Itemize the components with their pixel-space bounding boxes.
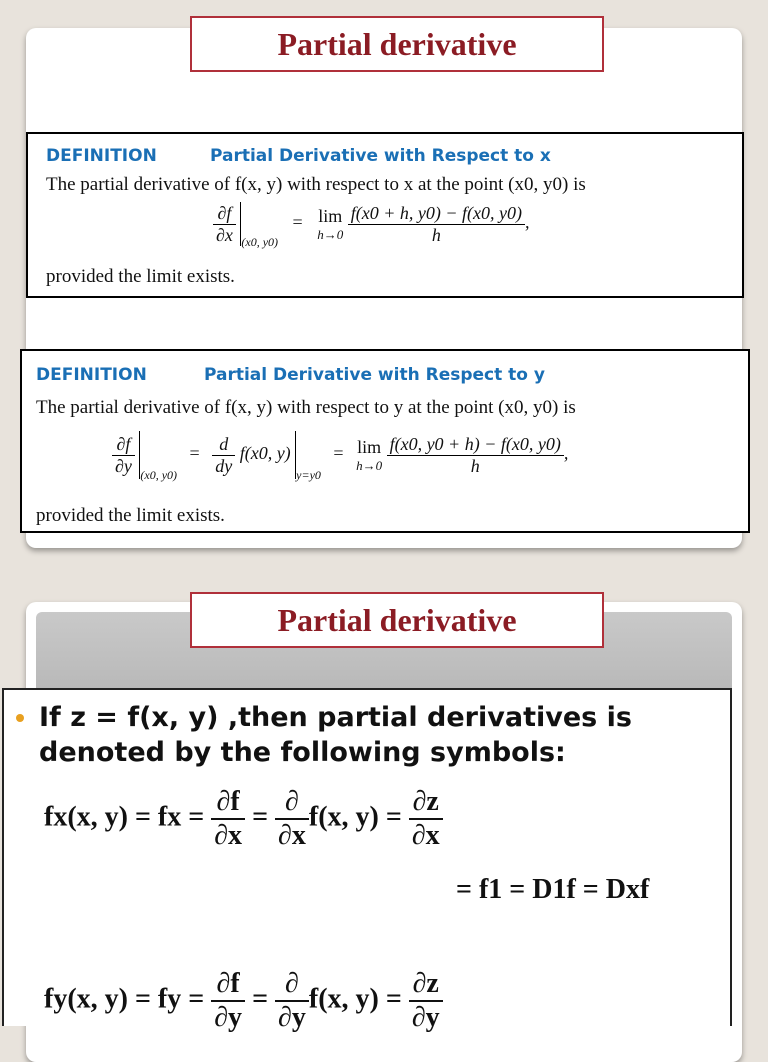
formula-den: h [431,224,441,245]
frac-num: ∂f [211,968,245,1002]
frac-num: ∂f [211,786,245,820]
eq-lhs: fy(x, y) = fy = [44,983,205,1015]
definition-box-y [20,349,750,533]
definition-statement: The partial derivative of f(x, y) with respect to y at the point (x0, y0) is [36,397,576,418]
eq-mid: f(x, y) = [308,983,402,1015]
slide-title: Partial derivative [190,592,604,648]
definition-footer: provided the limit exists. [46,266,235,287]
equation-fy [44,968,443,1034]
equation-fx [44,786,443,852]
lim: lim [318,205,343,226]
lim-sub: h→0 [317,226,344,242]
formula-end: , [524,212,530,233]
frac-den: ∂y [278,1002,306,1033]
lhs-eval: (x0, y0) [241,235,279,250]
frac-den: ∂x [214,820,243,851]
mid-eval: y=y0 [296,468,321,483]
definition-footer: provided the limit exists. [36,505,225,526]
frac-den: ∂y [411,1002,440,1033]
d-den: dy [215,455,233,476]
equals-2: = [333,443,344,464]
content-panel [2,688,732,1033]
formula-den: h [470,455,480,476]
lim: lim [357,436,382,457]
definition-box-x [26,132,744,298]
lim-sub: h→0 [356,457,383,473]
frac-num: ∂ [275,786,309,820]
equals: = [189,443,200,464]
frac-den: ∂y [214,1002,243,1033]
formula-num: f(x0, y0 + h) − f(x0, y0) [387,434,564,456]
mid-expr: f(x0, y) [239,443,291,464]
formula-end: , [563,443,569,464]
definition-heading: Partial Derivative with Respect to y [204,365,545,385]
lhs-eval: (x0, y0) [140,468,178,483]
slide-title: Partial derivative [190,16,604,72]
lhs-num: ∂f [112,434,135,456]
eq-sign: = [252,983,269,1015]
eq-lhs: fx(x, y) = fx = [44,801,205,833]
lhs-num: ∂f [213,203,236,225]
equation-fx-line2: = f1 = D1f = Dxf [456,874,650,905]
frac-num: ∂ [275,968,309,1002]
bullet-text: If z = f(x, y) ,then partial derivatives is denoted by the following symbols: [39,702,632,768]
frac-num: ∂z [409,786,443,820]
d-num: d [212,434,235,456]
definition-statement: The partial derivative of f(x, y) with respect to x at the point (x0, y0) is [46,174,586,195]
equals: = [292,212,303,233]
formula-y [112,431,568,483]
definition-label: DEFINITION [46,146,157,166]
frac-num: ∂z [409,968,443,1002]
bullet-icon [16,714,24,722]
frac-den: ∂x [411,820,440,851]
formula-num: f(x0 + h, y0) − f(x0, y0) [348,203,525,225]
definition-label: DEFINITION [36,365,147,385]
lhs-den: ∂x [216,224,233,245]
frac-den: ∂x [278,820,306,851]
eq-sign: = [252,801,269,833]
lhs-den: ∂y [115,455,132,476]
formula-x [213,202,529,250]
eq-mid: f(x, y) = [308,801,402,833]
definition-heading: Partial Derivative with Respect to x [210,146,551,166]
